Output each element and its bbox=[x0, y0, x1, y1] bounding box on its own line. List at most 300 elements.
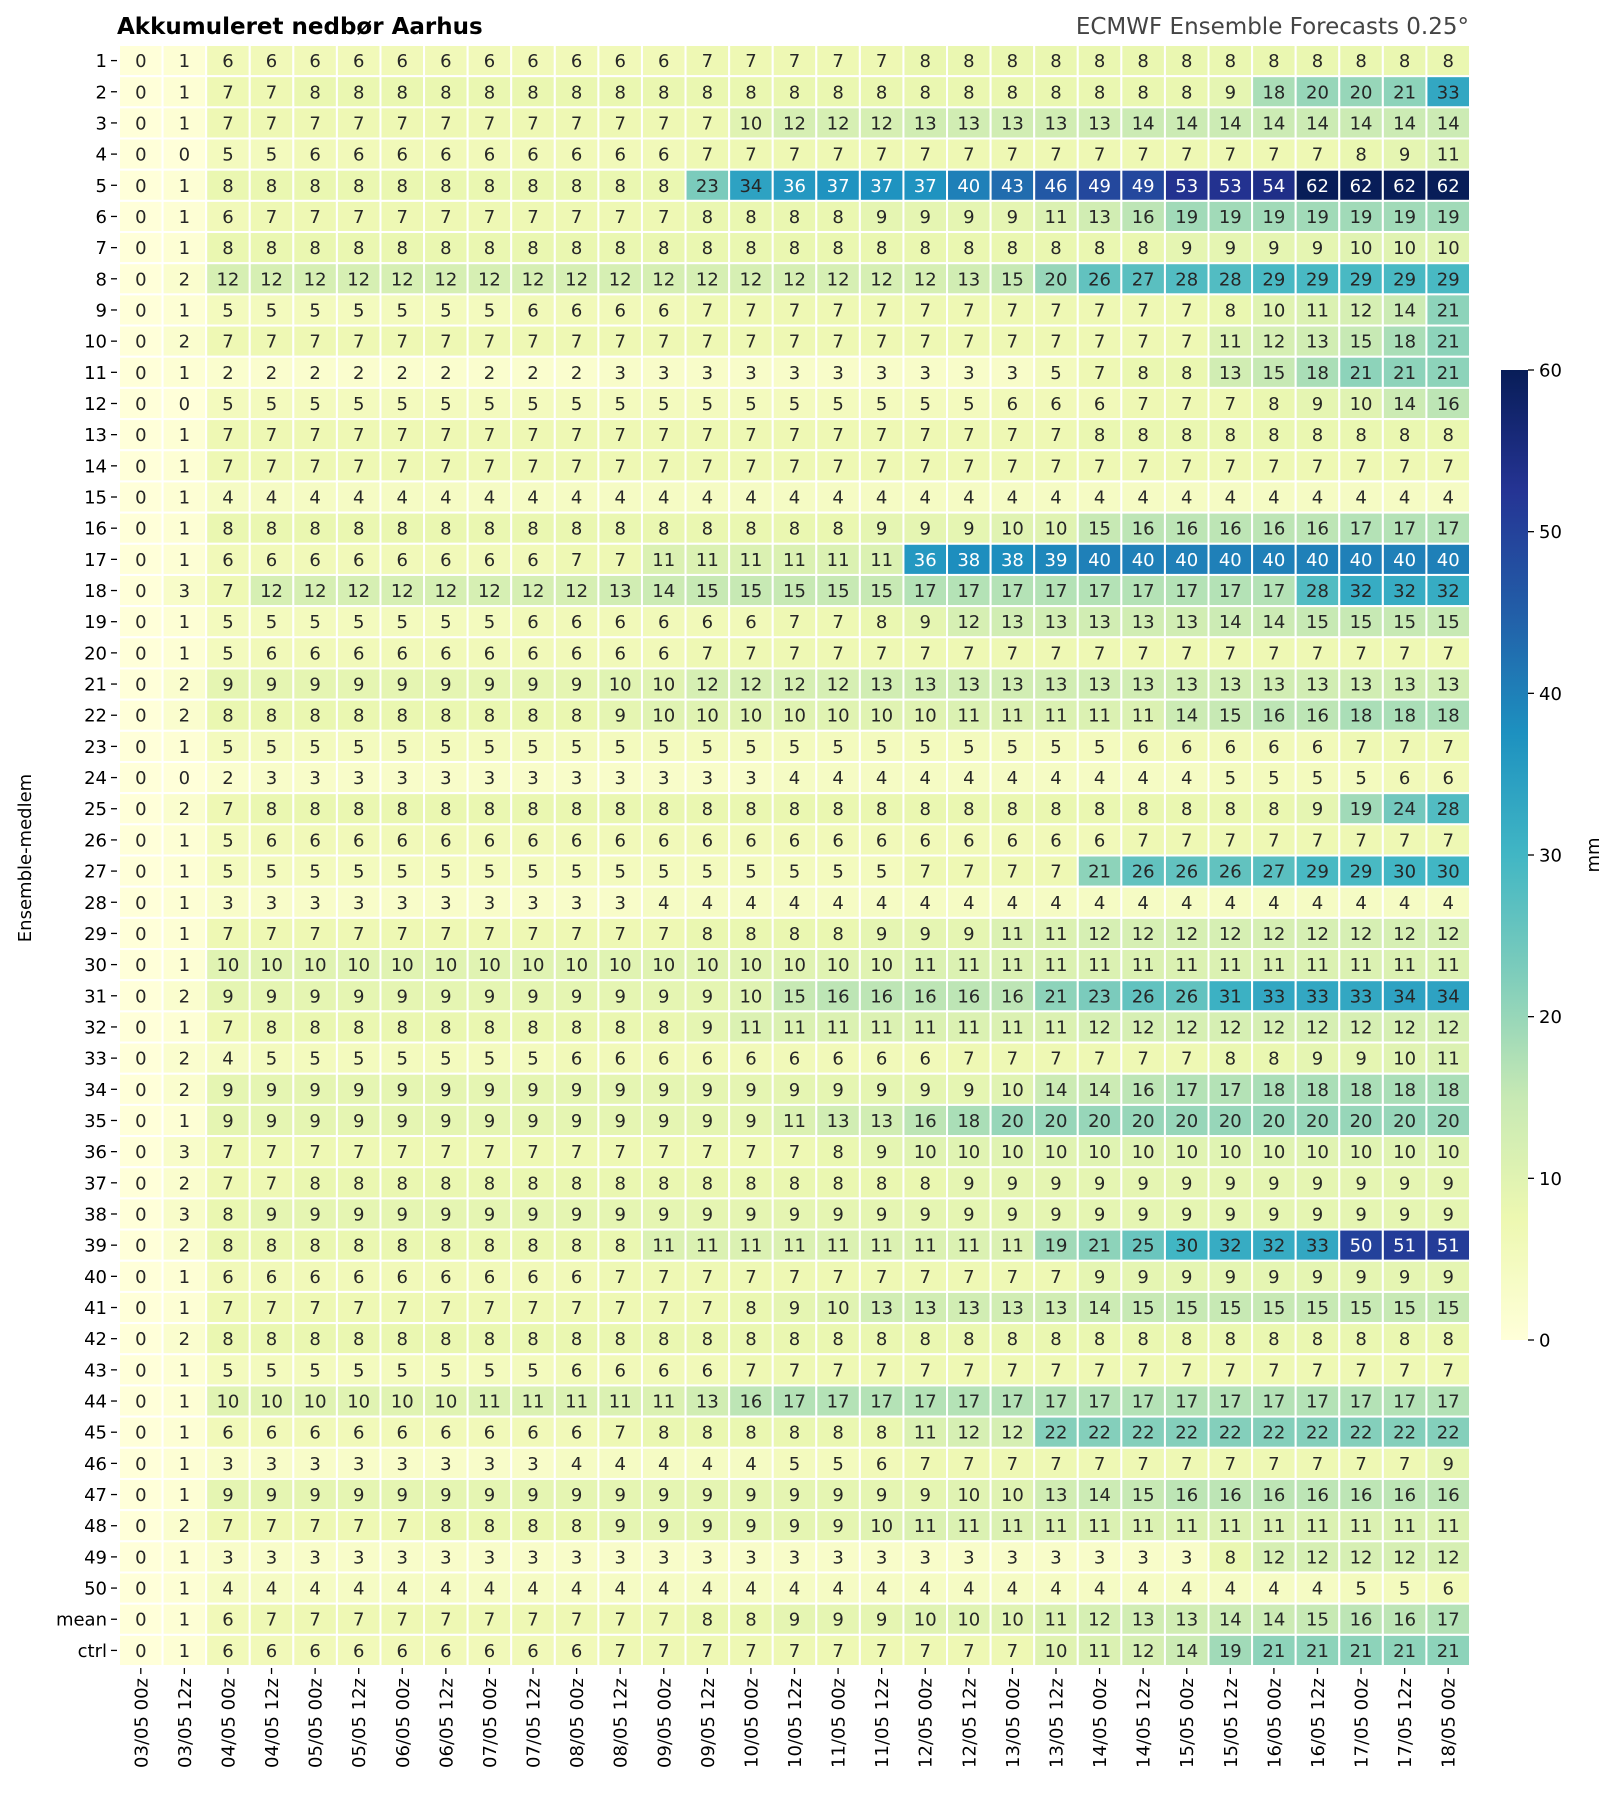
cell-value: 6 bbox=[570, 612, 583, 634]
cell-value: 4 bbox=[658, 487, 670, 509]
cell-value: 7 bbox=[309, 1516, 321, 1538]
cell-value: 9 bbox=[1180, 1266, 1193, 1288]
cell-value: 5 bbox=[832, 861, 844, 883]
cell-value: 40 bbox=[1218, 549, 1242, 571]
cell-value: 6 bbox=[265, 51, 278, 73]
cell-value: 14 bbox=[1218, 612, 1242, 634]
x-tick-label: 11/05 00z bbox=[828, 1678, 850, 1768]
cell-value: 12 bbox=[826, 269, 850, 291]
cell-value: 8 bbox=[1180, 799, 1193, 821]
cell-value: 16 bbox=[739, 1391, 763, 1413]
cell-value: 7 bbox=[1006, 331, 1019, 353]
cell-value: 5 bbox=[483, 861, 496, 883]
cell-value: 7 bbox=[222, 923, 234, 945]
cell-value: 3 bbox=[178, 581, 191, 603]
cell-value: 5 bbox=[483, 612, 496, 634]
cell-value: 9 bbox=[658, 1079, 670, 1101]
cell-value: 5 bbox=[396, 736, 409, 758]
cell-value: 18 bbox=[1393, 705, 1417, 727]
cell-value: 4 bbox=[1311, 487, 1324, 509]
cell-value: 8 bbox=[919, 1329, 931, 1351]
cell-value: 8 bbox=[1268, 393, 1280, 415]
cell-value: 13 bbox=[826, 1110, 850, 1132]
cell-value: 6 bbox=[1093, 393, 1106, 415]
cell-value: 8 bbox=[570, 518, 583, 540]
cell-value: 9 bbox=[788, 1485, 801, 1507]
cell-value: 7 bbox=[963, 1266, 975, 1288]
cell-value: 15 bbox=[1175, 1298, 1199, 1320]
cell-value: 7 bbox=[440, 923, 452, 945]
cell-value: 29 bbox=[1306, 269, 1329, 291]
cell-value: 4 bbox=[963, 487, 975, 509]
cell-value: 6 bbox=[570, 1640, 583, 1662]
cell-value: 11 bbox=[1306, 1516, 1329, 1538]
cell-value: 18 bbox=[1349, 1079, 1373, 1101]
cell-value: 5 bbox=[658, 736, 670, 758]
x-tick-label: 13/05 00z bbox=[1002, 1678, 1024, 1768]
cell-value: 6 bbox=[440, 144, 452, 166]
cell-value: 9 bbox=[963, 1079, 975, 1101]
cell-value: 14 bbox=[1262, 612, 1286, 634]
cell-value: 8 bbox=[352, 518, 365, 540]
cell-value: 5 bbox=[832, 736, 844, 758]
cell-value: 9 bbox=[1442, 1173, 1454, 1195]
cell-value: 4 bbox=[745, 1578, 757, 1600]
cell-value: 3 bbox=[309, 768, 321, 790]
cell-value: 1 bbox=[178, 82, 191, 104]
cell-value: 8 bbox=[1093, 238, 1106, 260]
cell-value: 7 bbox=[1093, 456, 1106, 478]
cell-value: 7 bbox=[483, 1609, 496, 1631]
cell-value: 14 bbox=[1218, 113, 1242, 135]
cell-value: 8 bbox=[309, 518, 321, 540]
cell-value: 15 bbox=[1218, 705, 1242, 727]
cell-value: 10 bbox=[1044, 518, 1068, 540]
cell-value: 7 bbox=[222, 456, 234, 478]
cell-value: 13 bbox=[913, 1298, 937, 1320]
cell-value: 6 bbox=[745, 830, 757, 852]
cell-value: 8 bbox=[1268, 425, 1280, 447]
cell-value: 2 bbox=[483, 362, 496, 384]
cell-value: 14 bbox=[1262, 1609, 1286, 1631]
cell-value: 8 bbox=[352, 1173, 365, 1195]
cell-value: 12 bbox=[783, 113, 806, 135]
cell-value: 8 bbox=[745, 206, 757, 228]
cell-value: 8 bbox=[701, 82, 714, 104]
cell-value: 53 bbox=[1218, 175, 1242, 197]
cell-value: 8 bbox=[1398, 1329, 1411, 1351]
cell-value: 7 bbox=[1398, 643, 1411, 665]
cell-value: 27 bbox=[1262, 861, 1286, 883]
cell-value: 9 bbox=[745, 1110, 757, 1132]
cell-value: 12 bbox=[1262, 923, 1286, 945]
cell-value: 8 bbox=[1050, 1329, 1062, 1351]
cell-value: 6 bbox=[396, 643, 409, 665]
cell-value: 5 bbox=[614, 861, 626, 883]
cell-value: 7 bbox=[1268, 456, 1280, 478]
cell-value: 7 bbox=[352, 923, 365, 945]
cell-value: 7 bbox=[788, 643, 801, 665]
cell-value: 11 bbox=[1000, 1516, 1024, 1538]
cell-value: 3 bbox=[527, 768, 539, 790]
cell-value: 3 bbox=[658, 362, 670, 384]
cell-value: 16 bbox=[870, 986, 894, 1008]
cell-value: 5 bbox=[527, 393, 539, 415]
cell-value: 6 bbox=[396, 1266, 409, 1288]
cell-value: 8 bbox=[527, 238, 539, 260]
cell-value: 17 bbox=[1262, 581, 1286, 603]
cell-value: 15 bbox=[1218, 1298, 1242, 1320]
cell-value: 5 bbox=[745, 393, 757, 415]
cell-value: 15 bbox=[1131, 1485, 1155, 1507]
cell-value: 8 bbox=[745, 1298, 757, 1320]
cell-value: 7 bbox=[265, 82, 278, 104]
cell-value: 13 bbox=[1349, 674, 1373, 696]
cell-value: 7 bbox=[1268, 643, 1280, 665]
cell-value: 5 bbox=[483, 1048, 496, 1070]
y-tick-label: 50 bbox=[84, 1578, 107, 1600]
cell-value: 3 bbox=[788, 362, 801, 384]
cell-value: 7 bbox=[1050, 300, 1062, 322]
cell-value: 7 bbox=[570, 1298, 583, 1320]
x-tick-label: 03/05 00z bbox=[131, 1678, 153, 1768]
cell-value: 0 bbox=[135, 1266, 147, 1288]
cell-value: 3 bbox=[1006, 1547, 1019, 1569]
cell-value: 8 bbox=[309, 1173, 321, 1195]
cell-value: 3 bbox=[396, 1453, 409, 1475]
cell-value: 6 bbox=[570, 51, 583, 73]
cell-value: 6 bbox=[483, 51, 496, 73]
cell-value: 8 bbox=[701, 1173, 714, 1195]
cell-value: 9 bbox=[875, 1079, 888, 1101]
cell-value: 9 bbox=[570, 1204, 583, 1226]
cell-value: 8 bbox=[1137, 82, 1149, 104]
cell-value: 8 bbox=[1355, 144, 1367, 166]
cell-value: 6 bbox=[527, 549, 539, 571]
cell-value: 2 bbox=[178, 986, 191, 1008]
cell-value: 24 bbox=[1393, 799, 1417, 821]
cell-value: 7 bbox=[963, 1640, 975, 1662]
cell-value: 12 bbox=[1349, 1547, 1373, 1569]
cell-value: 16 bbox=[1436, 1485, 1460, 1507]
cell-value: 8 bbox=[658, 518, 670, 540]
cell-value: 9 bbox=[919, 1204, 931, 1226]
cell-value: 11 bbox=[1262, 1516, 1286, 1538]
cell-value: 7 bbox=[440, 425, 452, 447]
cell-value: 4 bbox=[1268, 1578, 1280, 1600]
cell-value: 12 bbox=[1349, 1017, 1373, 1039]
cell-value: 5 bbox=[701, 861, 714, 883]
cell-value: 9 bbox=[1311, 1266, 1324, 1288]
cell-value: 6 bbox=[352, 1266, 365, 1288]
cell-value: 0 bbox=[135, 1360, 147, 1382]
cell-value: 6 bbox=[570, 144, 583, 166]
cell-value: 8 bbox=[701, 799, 714, 821]
cell-value: 8 bbox=[745, 518, 757, 540]
cell-value: 7 bbox=[919, 144, 931, 166]
cell-value: 4 bbox=[1442, 892, 1454, 914]
cell-value: 10 bbox=[957, 1609, 981, 1631]
cell-value: 7 bbox=[963, 861, 975, 883]
x-tick-label: 07/05 12z bbox=[523, 1678, 545, 1768]
cell-value: 7 bbox=[614, 331, 626, 353]
cell-value: 7 bbox=[745, 456, 757, 478]
cell-value: 13 bbox=[957, 674, 981, 696]
cell-value: 9 bbox=[919, 1485, 931, 1507]
cell-value: 6 bbox=[222, 1422, 234, 1444]
cell-value: 17 bbox=[1349, 518, 1373, 540]
cell-value: 9 bbox=[1355, 1204, 1367, 1226]
cell-value: 14 bbox=[1088, 1485, 1112, 1507]
cell-value: 7 bbox=[1006, 1360, 1019, 1382]
cell-value: 3 bbox=[658, 1547, 670, 1569]
cell-value: 8 bbox=[614, 1329, 626, 1351]
cell-value: 8 bbox=[658, 1017, 670, 1039]
cell-value: 9 bbox=[658, 1485, 670, 1507]
cell-value: 6 bbox=[440, 549, 452, 571]
cell-value: 11 bbox=[1088, 1640, 1112, 1662]
y-tick-label: 47 bbox=[84, 1485, 107, 1507]
cell-value: 1 bbox=[178, 1017, 191, 1039]
cell-value: 4 bbox=[1093, 892, 1106, 914]
cell-value: 4 bbox=[1137, 1578, 1149, 1600]
cell-value: 7 bbox=[658, 456, 670, 478]
cell-value: 5 bbox=[265, 1360, 278, 1382]
cell-value: 8 bbox=[527, 1329, 539, 1351]
cell-value: 1 bbox=[178, 1266, 191, 1288]
cell-value: 8 bbox=[658, 1173, 670, 1195]
cell-value: 5 bbox=[788, 861, 801, 883]
cell-value: 4 bbox=[788, 1578, 801, 1600]
cell-value: 7 bbox=[570, 331, 583, 353]
cell-value: 28 bbox=[1218, 269, 1242, 291]
heatmap-cells bbox=[119, 45, 1470, 1666]
cell-value: 3 bbox=[832, 362, 844, 384]
cell-value: 5 bbox=[527, 736, 539, 758]
cell-value: 8 bbox=[1398, 425, 1411, 447]
cell-value: 9 bbox=[440, 1079, 452, 1101]
cell-value: 7 bbox=[1311, 456, 1324, 478]
cell-value: 4 bbox=[1093, 768, 1106, 790]
cell-value: 4 bbox=[1442, 487, 1454, 509]
cell-value: 6 bbox=[440, 51, 452, 73]
cell-value: 3 bbox=[745, 1547, 757, 1569]
cell-value: 7 bbox=[788, 300, 801, 322]
cell-value: 5 bbox=[352, 1360, 365, 1382]
cell-value: 12 bbox=[1306, 1547, 1329, 1569]
cell-value: 3 bbox=[701, 768, 714, 790]
cell-value: 5 bbox=[265, 612, 278, 634]
cell-value: 7 bbox=[963, 1360, 975, 1382]
cell-value: 9 bbox=[832, 1485, 844, 1507]
cell-value: 7 bbox=[527, 206, 539, 228]
cell-value: 50 bbox=[1349, 1235, 1373, 1257]
colorbar-tick-label: 50 bbox=[1539, 522, 1562, 544]
cell-value: 0 bbox=[135, 1173, 147, 1195]
cell-value: 10 bbox=[1000, 1079, 1024, 1101]
x-tick-label: 12/05 00z bbox=[915, 1678, 937, 1768]
cell-value: 11 bbox=[913, 1516, 937, 1538]
cell-value: 7 bbox=[1006, 144, 1019, 166]
cell-value: 4 bbox=[1224, 1578, 1237, 1600]
cell-value: 7 bbox=[352, 113, 365, 135]
cell-value: 5 bbox=[1355, 768, 1367, 790]
cell-value: 16 bbox=[1262, 705, 1286, 727]
cell-value: 5 bbox=[396, 612, 409, 634]
cell-value: 6 bbox=[570, 1360, 583, 1382]
cell-value: 9 bbox=[832, 1516, 844, 1538]
cell-value: 7 bbox=[352, 1142, 365, 1164]
cell-value: 19 bbox=[1393, 206, 1417, 228]
cell-value: 14 bbox=[1131, 113, 1155, 135]
x-tick-label: 11/05 12z bbox=[872, 1678, 894, 1768]
cell-value: 9 bbox=[1268, 1204, 1280, 1226]
cell-value: 7 bbox=[963, 144, 975, 166]
cell-value: 22 bbox=[1131, 1422, 1155, 1444]
cell-value: 6 bbox=[222, 1640, 234, 1662]
cell-value: 4 bbox=[832, 892, 844, 914]
cell-value: 11 bbox=[913, 1422, 937, 1444]
cell-value: 8 bbox=[309, 705, 321, 727]
cell-value: 2 bbox=[309, 362, 321, 384]
cell-value: 7 bbox=[440, 1142, 452, 1164]
cell-value: 8 bbox=[396, 1329, 409, 1351]
cell-value: 7 bbox=[963, 425, 975, 447]
cell-value: 0 bbox=[135, 300, 147, 322]
y-tick-label: 42 bbox=[84, 1329, 107, 1351]
cell-value: 13 bbox=[1131, 674, 1155, 696]
cell-value: 7 bbox=[832, 144, 844, 166]
cell-value: 15 bbox=[783, 581, 806, 603]
cell-value: 7 bbox=[222, 799, 234, 821]
cell-value: 13 bbox=[913, 113, 937, 135]
cell-value: 3 bbox=[265, 1453, 278, 1475]
cell-value: 8 bbox=[701, 206, 714, 228]
cell-value: 3 bbox=[440, 768, 452, 790]
chart-title: Akkumuleret nedbør Aarhus bbox=[117, 14, 483, 40]
cell-value: 7 bbox=[440, 113, 452, 135]
cell-value: 6 bbox=[222, 51, 234, 73]
cell-value: 28 bbox=[1306, 581, 1329, 603]
cell-value: 7 bbox=[788, 144, 801, 166]
cell-value: 3 bbox=[396, 1547, 409, 1569]
x-tick-label: 06/05 00z bbox=[392, 1678, 414, 1768]
cell-value: 6 bbox=[309, 643, 321, 665]
cell-value: 0 bbox=[135, 830, 147, 852]
cell-value: 6 bbox=[658, 144, 670, 166]
cell-value: 6 bbox=[396, 1422, 409, 1444]
cell-value: 9 bbox=[745, 1516, 757, 1538]
cell-value: 9 bbox=[570, 1110, 583, 1132]
cell-value: 16 bbox=[1262, 1485, 1286, 1507]
cell-value: 11 bbox=[1218, 955, 1242, 977]
cell-value: 11 bbox=[477, 1391, 501, 1413]
cell-value: 7 bbox=[1006, 643, 1019, 665]
cell-value: 8 bbox=[875, 799, 888, 821]
cell-value: 7 bbox=[919, 1360, 931, 1382]
cell-value: 20 bbox=[1088, 1110, 1112, 1132]
cell-value: 8 bbox=[919, 1173, 931, 1195]
cell-value: 7 bbox=[483, 331, 496, 353]
cell-value: 1 bbox=[178, 300, 191, 322]
cell-value: 3 bbox=[483, 1547, 496, 1569]
cell-value: 9 bbox=[483, 1485, 496, 1507]
cell-value: 9 bbox=[1137, 1173, 1149, 1195]
y-tick-label: 3 bbox=[95, 113, 107, 135]
cell-value: 3 bbox=[1093, 1547, 1106, 1569]
cell-value: 6 bbox=[875, 830, 888, 852]
cell-value: 11 bbox=[652, 1235, 676, 1257]
cell-value: 38 bbox=[1000, 549, 1024, 571]
cell-value: 21 bbox=[1436, 362, 1460, 384]
cell-value: 8 bbox=[963, 82, 975, 104]
cell-value: 10 bbox=[783, 705, 806, 727]
cell-value: 15 bbox=[1349, 1298, 1373, 1320]
cell-value: 9 bbox=[309, 986, 321, 1008]
cell-value: 7 bbox=[832, 331, 844, 353]
cell-value: 9 bbox=[265, 986, 278, 1008]
cell-value: 7 bbox=[570, 425, 583, 447]
cell-value: 16 bbox=[1262, 518, 1286, 540]
cell-value: 11 bbox=[1436, 1048, 1460, 1070]
cell-value: 7 bbox=[658, 206, 670, 228]
cell-value: 17 bbox=[1218, 1079, 1242, 1101]
cell-value: 8 bbox=[352, 1235, 365, 1257]
cell-value: 10 bbox=[303, 955, 327, 977]
cell-value: 14 bbox=[1175, 113, 1199, 135]
cell-value: 10 bbox=[695, 955, 719, 977]
cell-value: 34 bbox=[739, 175, 763, 197]
cell-value: 4 bbox=[701, 892, 714, 914]
cell-value: 14 bbox=[1393, 113, 1417, 135]
cell-value: 12 bbox=[1436, 923, 1460, 945]
cell-value: 8 bbox=[570, 82, 583, 104]
chart-subtitle: ECMWF Ensemble Forecasts 0.25° bbox=[1075, 14, 1469, 40]
cell-value: 9 bbox=[614, 1110, 626, 1132]
cell-value: 6 bbox=[570, 830, 583, 852]
cell-value: 9 bbox=[440, 986, 452, 1008]
cell-value: 49 bbox=[1131, 175, 1155, 197]
cell-value: 7 bbox=[963, 1453, 975, 1475]
cell-value: 8 bbox=[919, 799, 931, 821]
cell-value: 7 bbox=[527, 425, 539, 447]
cell-value: 7 bbox=[1355, 830, 1367, 852]
cell-value: 12 bbox=[1000, 1422, 1024, 1444]
cell-value: 33 bbox=[1436, 82, 1460, 104]
cell-value: 10 bbox=[652, 705, 676, 727]
cell-value: 2 bbox=[222, 768, 234, 790]
cell-value: 6 bbox=[614, 144, 626, 166]
cell-value: 8 bbox=[832, 238, 844, 260]
cell-value: 1 bbox=[178, 1578, 191, 1600]
cell-value: 3 bbox=[614, 892, 626, 914]
cell-value: 8 bbox=[396, 705, 409, 727]
cell-value: 5 bbox=[527, 1048, 539, 1070]
cell-value: 7 bbox=[963, 456, 975, 478]
cell-value: 26 bbox=[1175, 861, 1199, 883]
cell-value: 29 bbox=[1349, 861, 1373, 883]
cell-value: 18 bbox=[1349, 705, 1373, 727]
cell-value: 3 bbox=[614, 362, 626, 384]
cell-value: 7 bbox=[614, 1609, 626, 1631]
cell-value: 12 bbox=[434, 269, 458, 291]
colorbar-ticks bbox=[1528, 361, 1562, 1352]
cell-value: 15 bbox=[1349, 331, 1373, 353]
cell-value: 3 bbox=[527, 892, 539, 914]
cell-value: 40 bbox=[1436, 549, 1460, 571]
cell-value: 11 bbox=[913, 955, 937, 977]
cell-value: 7 bbox=[1050, 456, 1062, 478]
